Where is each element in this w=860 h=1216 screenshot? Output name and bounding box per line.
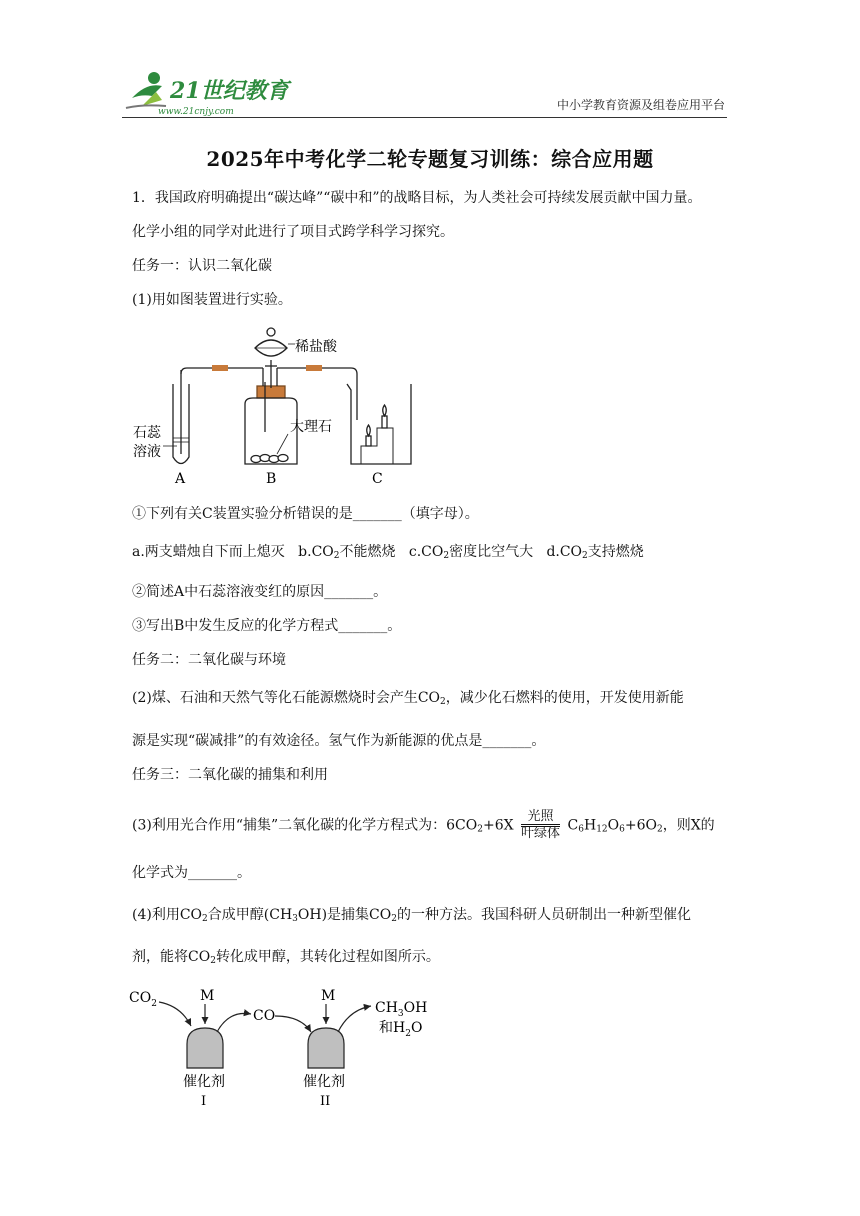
label-b: B — [266, 471, 277, 487]
label-catalyst-1: 催化剂 — [183, 1074, 225, 1090]
question-3-line2: 化学式为_______。 — [132, 865, 251, 881]
label-co2: $CO_2$ — [129, 990, 157, 1009]
task1-heading: 任务一：认识二氧化碳 — [132, 258, 272, 274]
task2-heading: 任务二：二氧化碳与环境 — [132, 652, 286, 668]
label-c: C — [372, 471, 383, 487]
question-4-line1: (4)利用$CO_2$合成甲醇$(CH_3OH)$是捕集$CO_2$的一种方法。我国科研人员研制出一种新型催化 — [132, 907, 691, 924]
arrow-co-out — [217, 1013, 251, 1032]
question-3-line1: (3)利用光合作用“捕集”二氧化碳的化学方程式为：$6CO_2+6X$ 光照 叶绿体 $C_6H_{12}O_6+6O_2$，则X的 — [132, 809, 715, 841]
option-c: $c.CO_2$密度比空气大 — [408, 544, 534, 561]
question-1-1: ①下列有关C装置实验分析错误的是_______（填字母）。 — [132, 506, 479, 522]
label-litmus-2: 溶液 — [133, 444, 161, 460]
logo-url: www.21cnjy.com — [158, 107, 234, 117]
conversion-figure — [125, 984, 445, 1118]
catalyst-2-shape — [308, 1028, 344, 1068]
label-marble: 大理石 — [290, 419, 332, 435]
option-d: $d.CO_2$支持燃烧 — [546, 544, 644, 561]
label-m-2: M — [321, 988, 336, 1004]
q1-intro-line1: 1．我国政府明确提出“碳达峰”“碳中和”的战略目标，为人类社会可持续发展贡献中国力量。 — [132, 190, 702, 206]
arrow-product-out — [338, 1006, 371, 1032]
label-roman-1: I — [201, 1094, 207, 1109]
apparatus-figure — [125, 322, 425, 496]
test-tube-a — [173, 370, 189, 464]
question-1-2: ②简述A中石蕊溶液变红的原因_______。 — [132, 584, 388, 600]
question-4-line2: 剂，能将$CO_2$转化成甲醇，其转化过程如图所示。 — [132, 949, 440, 966]
header-divider — [122, 117, 727, 118]
logo-text: 21世纪教育 — [170, 78, 289, 104]
site-logo — [122, 68, 292, 120]
question-1-3: ③写出B中发生反应的化学方程式_______。 — [132, 618, 402, 634]
arrow-co2-in — [159, 1002, 191, 1026]
label-m-1: M — [200, 988, 215, 1004]
label-a: A — [175, 471, 186, 487]
page-title: 2025年中考化学二轮专题复习训练：综合应用题 — [206, 147, 654, 171]
separatory-funnel — [255, 328, 287, 388]
label-h2o: 和$H_2O$ — [379, 1020, 423, 1039]
label-co: CO — [253, 1008, 276, 1024]
label-ch3oh: $CH_3OH$ — [375, 1000, 428, 1019]
label-litmus-1: 石蕊 — [133, 425, 161, 441]
option-a: a.两支蜡烛自下而上熄灭 — [132, 544, 285, 560]
task3-heading: 任务三：二氧化碳的捕集和利用 — [132, 767, 328, 783]
q1-intro-line2: 化学小组的同学对此进行了项目式跨学科学习探究。 — [132, 224, 454, 240]
arrow-co-in — [275, 1016, 311, 1032]
option-b: $b.CO_2$不能燃烧 — [298, 544, 396, 561]
label-acid: 稀盐酸 — [295, 339, 337, 355]
question-2-line2: 源是实现“碳减排”的有效途径。氢气作为新能源的优点是_______。 — [132, 733, 546, 749]
catalyst-1-shape — [187, 1028, 223, 1068]
sub-question-1: (1)用如图装置进行实验。 — [132, 292, 292, 308]
runner-icon — [126, 72, 166, 108]
options-line — [132, 542, 644, 566]
label-roman-2: II — [320, 1094, 331, 1109]
question-2-line1: (2)煤、石油和天然气等化石能源燃烧时会产生$CO_2$，减少化石燃料的使用，开发使用新能 — [132, 690, 684, 707]
platform-name: 中小学教育资源及组卷应用平台 — [556, 98, 725, 112]
reaction-condition: 光照 叶绿体 — [521, 809, 561, 841]
label-catalyst-2: 催化剂 — [303, 1074, 345, 1090]
